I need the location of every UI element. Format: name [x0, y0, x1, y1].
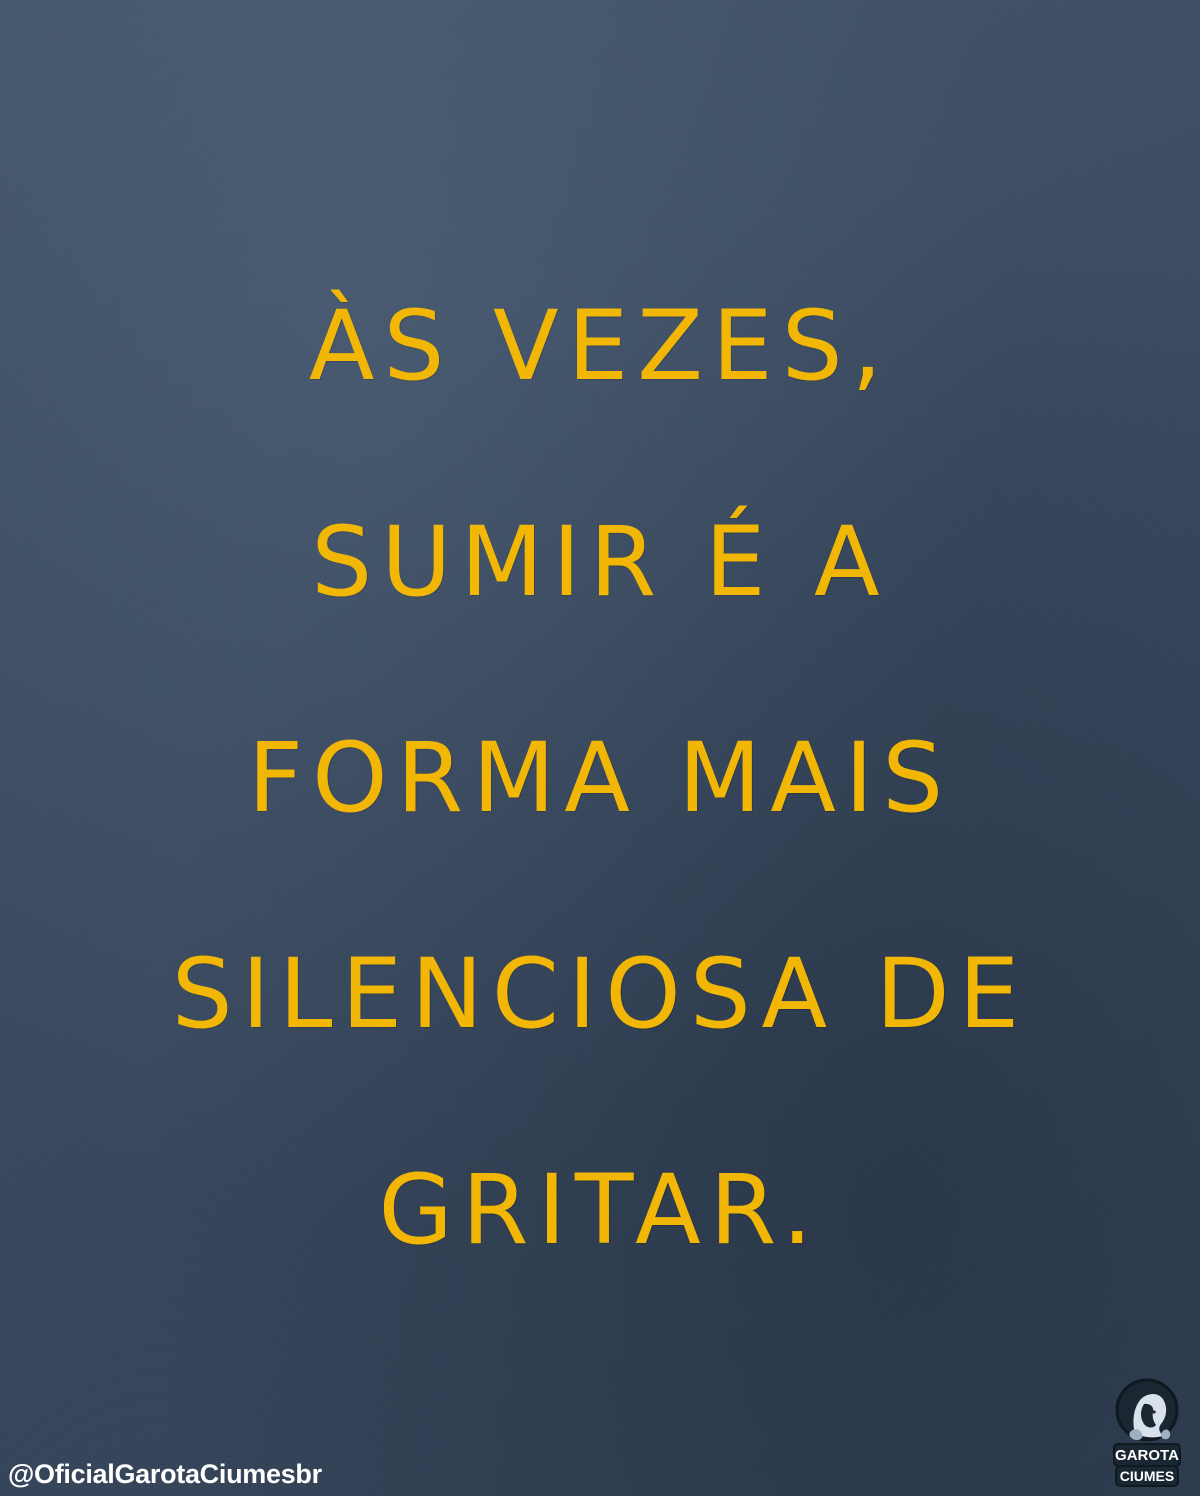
- logo-line-1: GAROTA: [1115, 1447, 1179, 1464]
- quote-line-3: FORMA MAIS: [247, 722, 953, 834]
- quote-line-4: SILENCIOSA DE: [171, 938, 1029, 1050]
- quote-text: [0, 238, 1200, 1318]
- quote-line-1: ÀS VEZES,: [308, 290, 892, 402]
- social-handle: @OficialGarotaCiumesbr: [8, 1459, 322, 1489]
- logo-line-2: CIUMES: [1119, 1468, 1175, 1484]
- quote-line-2: SUMIR É A: [311, 506, 889, 618]
- quote-line-5: GRITAR.: [378, 1154, 822, 1266]
- brand-logo: [1108, 1374, 1186, 1488]
